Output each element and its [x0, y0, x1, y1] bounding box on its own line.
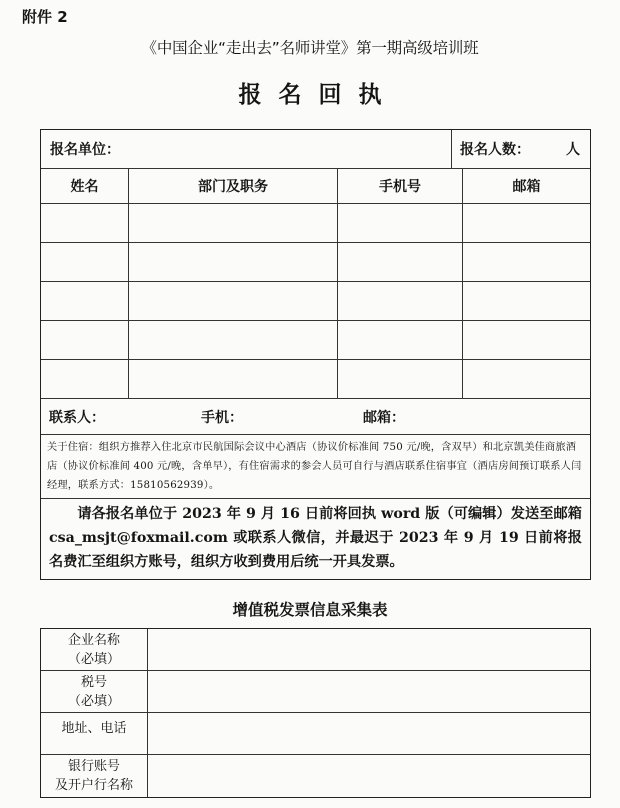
invoice-form — [40, 628, 591, 798]
phone-cell[interactable] — [338, 321, 463, 359]
registration-form — [40, 129, 591, 580]
invoice-row — [41, 671, 590, 713]
unit-row — [41, 130, 590, 169]
accommodation-note: 关于住宿：组织方推荐入住北京市民航国际会议中心酒店（协议价标准间 750 元/晚，含双早）和北京凯美佳商旅酒店（协议价标准间 400 元/晚，含单早），有住宿需求的参会人员可自行与酒店联系住宿事宜（酒店房间预订联系人闫经理，联系方式：15810562939）。 — [47, 442, 582, 491]
document-subtitle: 报名回执 — [238, 82, 399, 108]
contact-email-label: 邮箱： — [363, 409, 405, 426]
count-label: 报名人数： — [460, 142, 530, 158]
label-line2: 及开户行名称 — [54, 778, 133, 793]
email-cell[interactable] — [463, 204, 590, 242]
company-name-field[interactable] — [148, 629, 590, 670]
table-row — [41, 282, 590, 321]
email-cell[interactable] — [463, 321, 590, 359]
header-name: 姓名 — [41, 169, 129, 203]
invoice-title: 增值税发票信息采集表 — [232, 601, 388, 619]
dept-cell[interactable] — [129, 282, 338, 320]
dept-cell[interactable] — [129, 321, 338, 359]
phone-cell[interactable] — [338, 360, 463, 398]
header-dept: 部门及职务 — [129, 169, 338, 203]
address-phone-field[interactable] — [148, 713, 590, 754]
contact-fields[interactable] — [41, 399, 590, 434]
name-cell[interactable] — [41, 321, 129, 359]
name-cell[interactable] — [41, 243, 129, 281]
invoice-row — [41, 755, 590, 797]
invoice-row — [41, 629, 590, 671]
submission-notice: 请各报名单位于 2023 年 9 月 16 日前将回执 word 版（可编辑）发送至邮箱 csa_msjt@foxmail.com 或联系人微信，并最迟于 2023 年 9 月 19 日前将报名费汇至组织方账号，组织方收到费用后统一开具发票。 — [49, 506, 582, 570]
tax-id-field[interactable] — [148, 671, 590, 712]
table-row — [41, 204, 590, 243]
header-email: 邮箱 — [512, 179, 541, 195]
notice-row — [41, 499, 590, 579]
tax-id-label — [41, 671, 148, 712]
count-unit: 人 — [566, 142, 580, 158]
label-line2: （必填） — [67, 693, 120, 709]
name-cell[interactable] — [41, 282, 129, 320]
bank-account-label — [41, 755, 148, 797]
accommodation-note-row — [41, 435, 590, 499]
name-cell[interactable] — [41, 360, 129, 398]
dept-cell[interactable] — [129, 204, 338, 242]
document-title: 《中国企业“走出去”名师讲堂》第一期高级培训班 — [141, 39, 479, 57]
name-cell[interactable] — [41, 204, 129, 242]
contact-person-label: 联系人： — [49, 409, 105, 426]
label-line1: 银行账号 — [67, 759, 120, 774]
unit-field[interactable] — [41, 130, 452, 168]
contact-phone-label: 手机： — [201, 409, 243, 426]
invoice-row — [41, 713, 590, 755]
email-cell[interactable] — [463, 360, 590, 398]
table-row — [41, 321, 590, 360]
phone-cell[interactable] — [338, 204, 463, 242]
email-cell[interactable] — [463, 282, 590, 320]
header-phone: 手机号 — [338, 169, 463, 203]
table-row — [41, 243, 590, 282]
phone-cell[interactable] — [338, 282, 463, 320]
label-line1: 企业名称 — [67, 632, 120, 648]
attachment-label: 附件 2 — [22, 8, 68, 26]
unit-label: 报名单位： — [50, 142, 120, 158]
label-line1: 税号 — [80, 674, 107, 690]
table-header — [41, 169, 590, 204]
count-field[interactable] — [452, 130, 590, 168]
dept-cell[interactable] — [129, 243, 338, 281]
label-line2: （必填） — [67, 651, 120, 667]
dept-cell[interactable] — [129, 360, 338, 398]
label-line1: 地址、电话 — [61, 721, 127, 736]
contact-row — [41, 399, 590, 435]
phone-cell[interactable] — [338, 243, 463, 281]
address-phone-label — [41, 713, 148, 754]
company-name-label — [41, 629, 148, 670]
table-row — [41, 360, 590, 399]
email-cell[interactable] — [463, 243, 590, 281]
bank-account-field[interactable] — [148, 755, 590, 797]
